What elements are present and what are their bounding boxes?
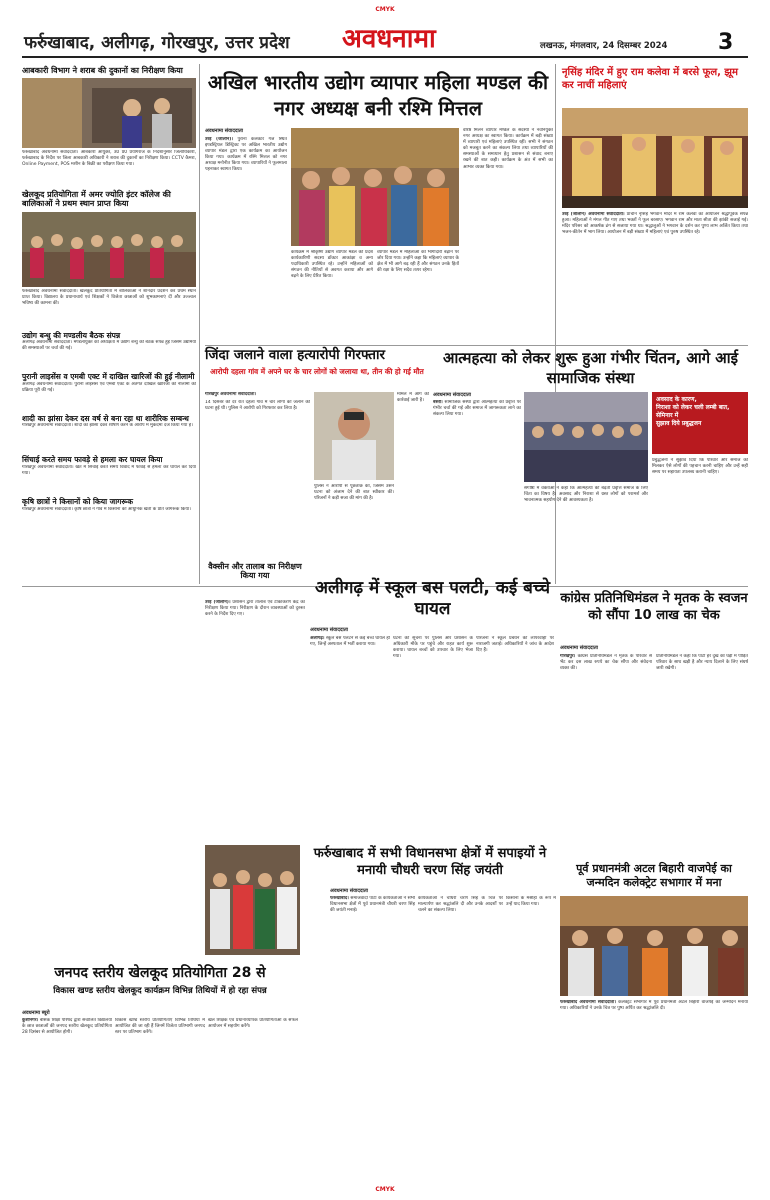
article-headline: कृषि छात्रों ने किसानों को किया जागरूक xyxy=(22,497,133,507)
lead-in: फर्रुखाबाद अवधनामा संवाददाता। xyxy=(560,1000,616,1005)
lead-in: उरई (जालौन)। xyxy=(205,137,234,142)
article-body: प्रबुद्धजनों ने सुझाव दिया कि परिवार और समाज को मिलकर ऐसे लोगों की पहचान करनी चाहिए और उन्हें सही समय पर सहायता उपलब्ध करानी चाहिए। xyxy=(652,458,748,476)
lead-in: उरई (जालौन) अवधनामा संवाददाता। xyxy=(562,212,625,217)
article-body: अलीगढ़ अवधनामा संवाददाता। पुरानी लाइसेंस एवं एमबी एक्ट के अंतर्गत दाखिल खारिजों की नीलामी की प्रक्रिया पूरी की गई। xyxy=(22,381,196,393)
article-body: विकास खण्ड स्तरीय प्रतियोगिताएं विभिन्न तिथियों में आयोजित की जा रही हैं जिनमें विजेता प्रतिभागी जनपद स्तर पर प्रतिभाग करेंगे। xyxy=(115,1018,205,1036)
congress-headline: कांग्रेस प्रतिनिधिमंडल ने मृतक के स्वजन को सौंपा 10 लाख का चेक xyxy=(560,591,748,623)
article-body: पुलिस ने आरोपी से पूछताछ की, जिसमें उसने घटना को अंजाम देने की बात स्वीकार की। परिजनों ने कड़ी सजा की मांग की है। xyxy=(314,484,394,502)
article-headline: पुरानी लाइसेंस व एमबी एक्ट में दाखिल खारिजों की हुई नीलामी xyxy=(22,372,195,382)
article-headline: उद्योग बन्धु की मण्डलीय बैठक संपन्न xyxy=(22,330,121,340)
article-headline: शादी का झांसा देकर दस वर्ष से बना रहा था शारीरिक सम्बन्ध xyxy=(22,413,189,423)
murder-headline: जिंदा जलाने वाला हत्यारोपी गिरफ्तार xyxy=(205,347,385,363)
lead-headline: अखिल भारतीय उद्योग व्यापार महिला मण्डल की नगर अध्यक्ष बनी रश्मि मित्तल xyxy=(207,71,549,120)
photo xyxy=(22,212,196,287)
byline: अवधनामा संवाददाता xyxy=(310,627,348,633)
lead-in: उरई (जालौन)। xyxy=(205,600,231,605)
article-body: व्यापार मंडल में महिलाओं की भागीदारी बढ़ाने पर जोर दिया गया। उन्होंने कहा कि महिलाएं व्यापार के क्षेत्र में भी आगे बढ़ रही हैं और संगठन उनके हितों की रक्षा के लिए सदैव तत्पर रहेगा। xyxy=(377,250,459,274)
article-body: गोरखपुर अवधनामा संवाददाता। कृषि छात्रों ने गांव में किसानों को आधुनिक खेती के प्रति जागरूक किया। xyxy=(22,506,191,512)
farr-body xyxy=(330,896,415,1076)
box-line: अवसाद के कारण, xyxy=(656,396,697,403)
article-headline: खेलकूद प्रतियोगिता में अमर ज्योति इंटर कॉलेज की बालिकाओं ने प्रथम स्थान प्राप्त किया xyxy=(22,190,171,209)
sports-headline: जनपद स्तरीय खेलकूद प्रतियोगिता 28 से xyxy=(54,965,266,981)
article-body: संगोष्ठी में वक्ताओं ने कहा कि आत्महत्या की बढ़ती प्रवृत्ति समाज के लिए चिंता का विषय है। अवसाद और निराशा से ग्रस्त लोगों को परामर्श और भावनात्मक सहयोग देने की आवश्यकता है। xyxy=(524,486,648,504)
atal-body: फर्रुखाबाद अवधनामा संवाददाता। कलेक्ट्रेट सभागार में पूर्व प्रधानमंत्री अटल बिहारी वाजपेई का जन्मदिन मनाया गया। अधिकारियों ने उनके चित्र पर पुष्प अर्पित कर श्रद्धांजलि दी। xyxy=(560,1000,748,1012)
murder-photo xyxy=(314,392,394,480)
article-body: प्रतिनिधिमंडल ने कहा कि पार्टी हर दुख की घड़ी में पीड़ित परिवार के साथ खड़ी है और न्याय दिलाने के लिए संघर्ष जारी रखेगी। xyxy=(656,654,748,672)
school-text: स्कूल बस पलटने से कई बच्चे घायल हो गए, जिन्हें अस्पताल में भर्ती कराया गया। xyxy=(310,636,390,648)
sports-subtitle: विकास खण्ड स्तरीय खेलकूद कार्यक्रम विभिन्न तिथियों में हो रहा संपन्न xyxy=(53,986,267,996)
atal-text: कलेक्ट्रेट सभागार में पूर्व प्रधानमंत्री अटल बिहारी वाजपेई का जन्मदिन मनाया गया। xyxy=(560,1000,748,1012)
sports-text: बेसिक शिक्षा परिषद द्वारा संचालित विद्यालयों के छात्र छात्राओं की जनपद स्तरीय खेलकूद प्रतियोगिता 28 दिसंबर से आयोजित होगी। xyxy=(22,1018,112,1036)
murder-body xyxy=(205,392,310,400)
atal-photo xyxy=(560,896,748,996)
article-body: 14 दिसंबर की देर रात दहला गांव में चार लोगों को जलाने की घटना हुई थी। पुलिस ने आरोपी को गिरफ्तार कर लिया है। xyxy=(205,400,310,412)
cmyk-mark: CMYK xyxy=(375,1186,395,1193)
lead-body: पुराना कलक्टर गंज स्थित इण्डस्ट्रियल डिस्ट्रिक्ट पर अखिल भारतीय उद्योग व्यापार मंडल द्वारा एक कार्यक्रम का आयोजन किया गया। कार्यक्रम में रश्मि मित्तल को नगर अध्यक्ष मनोनीत किया गया। व्यापारियों ने फूलमाला पहनाकर स्वागत किया। xyxy=(205,137,287,173)
farr-text: समाजवादी पार्टी के कार्यकर्ताओं ने सभी विधानसभा क्षेत्रों में पूर्व प्रधानमंत्री चौधरी चरण सिंह की जयंती मनाई। xyxy=(330,896,415,914)
photo-caption: फर्रुखाबाद अवधनामा संवाददाता। आबकारी आयुक्त, उ0 प्र0 प्रयागराज के निर्देशानुसार जिलाधिकारी, फर्रुखाबाद के निर्देश पर जिला आबकारी अधिकारी ने शराब की दुकानों का निरीक्षण किया। CCTV कैमरा, Online Payment, POS मशीन के बिक्री का परीक्षण किया गया। xyxy=(22,150,196,168)
lead-in: अलीगढ़। xyxy=(310,636,325,641)
masthead-dateline: लखनऊ, मंगलवार, 24 दिसम्बर 2024 xyxy=(540,41,668,51)
article-body xyxy=(205,137,287,349)
inspect-headline: वैक्सीन और तालाब का निरीक्षण किया गया xyxy=(208,562,302,581)
box-line: सेमिनार में xyxy=(656,412,679,419)
lead-photo xyxy=(291,128,459,246)
article-body: खेल शिक्षक एवं प्रधानाध्यापक प्रतियोगिताओं के सफल आयोजन में सहयोग करेंगे। xyxy=(208,1018,298,1030)
box-line: निराशा को लेकर चली लम्बी बात, xyxy=(656,404,730,411)
article-headline: सिंचाई करते समय फावड़े से हमला कर घायल किया xyxy=(22,455,163,465)
lead-in: फर्रुखाबाद। xyxy=(330,896,349,901)
atal-headline: पूर्व प्रधानमंत्री अटल बिहारी वाजपेई का जन्मदिन कलेक्ट्रेट सभागार में मना xyxy=(576,862,732,889)
lead-in: बस्ती। xyxy=(433,400,443,405)
logo-text: अवधनामा xyxy=(342,24,436,54)
page-number: 3 xyxy=(718,30,734,55)
article-body: अलीगढ़ अवधनामा संवाददाता। मण्डलायुक्त की अध्यक्षता में उद्योग बन्धु की बैठक संपन्न हुई जिसमें उद्यमियों की समस्याओं पर चर्चा की गई। xyxy=(22,340,196,352)
lead-in: गोरखपुर अवधनामा संवाददाता। xyxy=(205,392,257,397)
cmyk-mark: CMYK xyxy=(375,6,395,13)
school-body xyxy=(310,636,390,826)
photo xyxy=(22,78,196,148)
suicide-body xyxy=(433,400,521,560)
masthead-logo xyxy=(342,20,492,58)
congress-text: कांग्रेस प्रतिनिधिमंडल ने मृतक के परिवार से भेंट कर दस लाख रुपये का चेक सौंपा और संवेदना व्यक्त की। xyxy=(560,654,652,672)
article-body: किसानों के मसीहा के रूप में उन्हें याद किया गया। xyxy=(506,896,556,908)
byline: अवधनामा संवाददाता xyxy=(205,128,243,134)
byline: अवधनामा ब्यूरो xyxy=(22,1010,50,1016)
article-body: गोरखपुर अवधनामा संवाददाता। खेत में सिंचाई करते समय विवाद में फावड़े से हमला कर घायल कर दिया गया। xyxy=(22,465,196,477)
article-body: उरई (जालौन)। प्रशासन द्वारा तालाब एवं टीकाकरण केंद्र का निरीक्षण किया गया। निरीक्षण के दौरान व्यवस्थाओं को दुरुस्त करने के निर्देश दिए गए। xyxy=(205,600,305,618)
article-headline: आबकारी विभाग ने शराब की दुकानों का निरीक्षण किया xyxy=(22,66,183,75)
masthead-cities: फर्रुखाबाद, अलीगढ़, गोरखपुर, उत्तर प्रदेश xyxy=(24,33,290,53)
congress-body xyxy=(560,654,652,826)
lead-in: कुशीनगर। xyxy=(22,1018,39,1023)
left-column xyxy=(22,66,196,586)
article-body: फर्रुखाबाद अवधनामा संवाददाता। खेलकूद प्रतियोगिता में बालिकाओं ने शानदार प्रदर्शन कर प्रथम स्थान प्राप्त किया। विद्यालय के प्रधानाचार्य एवं शिक्षकों ने विजेता छात्राओं को शुभकामनाएं दीं और उज्ज्वल भविष्य की कामना की। xyxy=(22,288,196,306)
temple-headline: नृसिंह मंदिर में हुए राम कलेवा में बरसे फूल, झूम कर नाचीं महिलाएं xyxy=(562,67,738,91)
article-body: मामले में आगे की कार्रवाई जारी है। xyxy=(397,392,429,404)
farr-headline: फर्रुखाबाद में सभी विधानसभा क्षेत्रों में सपाइयों ने मनायी चौधरी चरण सिंह जयंती xyxy=(313,846,547,878)
article-body: वरिष्ठ मिलन व्यापार मण्डल के सदस्यों ने नवनियुक्त नगर अध्यक्ष का स्वागत किया। कार्यक्रम में बड़ी संख्या में व्यापारी एवं महिलाएं उपस्थित रहीं। सभी ने संगठन को मजबूत करने का संकल्प लिया तथा व्यापारियों की समस्याओं के समाधान हेतु प्रशासन से संवाद बनाए रखने की बात कही। कार्यक्रम के अंत में सभी का आभार व्यक्त किया गया। xyxy=(463,128,553,170)
article-body: परिजनों ने स्कूल प्रबंधन की लापरवाही पर नाराजगी जताई। अधिकारियों ने जांच के आदेश दिए हैं। xyxy=(476,636,554,654)
box-line: सुझाव दिये प्रबुद्धजन xyxy=(656,420,702,427)
article-body: गोरखपुर अवधनामा संवाददाता। शादी का झांसा देकर शोषण करने के आरोप में मुकदमा दर्ज किया गया है। xyxy=(22,423,193,429)
article-body: घटना की सूचना पर पुलिस और प्रशासन के अधिकारी मौके पर पहुंचे और राहत कार्य शुरू कराया। घायल बच्चों को उपचार के लिए भेजा गया। xyxy=(393,636,473,660)
temple-text: प्राचीन नृसिंह भगवान मंदिर में राम कलेवा का आयोजन श्रद्धापूर्वक संपन्न हुआ। महिलाओं ने मंगल गीत गाए तथा भक्तों ने फूल बरसाए। भगवान राम और माता सीता की झांकी सजाई गई। xyxy=(562,212,748,224)
murder-subtitle: आरोपी दहला गांव में अपने घर के चार लोगों को जलाया था, तीन की हो गई मौत xyxy=(210,367,424,376)
school-headline: अलीगढ़ में स्कूल बस पलटी, कई बच्चे घायल xyxy=(314,578,551,619)
suicide-photo xyxy=(524,392,648,482)
temple-photo xyxy=(562,108,748,208)
inspect-text: प्रशासन द्वारा तालाब एवं टीकाकरण केंद्र का निरीक्षण किया गया। xyxy=(205,600,305,612)
byline: अवधनामा संवाददाता xyxy=(330,888,368,894)
suicide-box xyxy=(652,392,748,454)
byline: अवधनामा संवाददाता xyxy=(433,392,471,398)
farr-photo xyxy=(205,845,300,955)
article-body: कार्यकर्ताओं ने चौधरी चरण सिंह के चित्र पर माल्यार्पण कर श्रद्धांजलि दी और उनके आदर्शों पर चलने का संकल्प लिया। xyxy=(418,896,503,914)
sports-body xyxy=(22,1018,112,1178)
lead-column-1 xyxy=(205,128,287,349)
article-body: कार्यक्रम में श्रीकृष्ण उद्योग व्यापार मंडल की प्रदेश कार्यकारिणी सदस्य डॉक्टर आकांक्षा व अन्य पदाधिकारी उपस्थित रहे। उन्होंने महिलाओं को संगठन की नीतियों से अवगत कराया और आगे बढ़ने के लिए प्रेरित किया। xyxy=(291,250,373,280)
temple-body: उरई (जालौन) अवधनामा संवाददाता। प्राचीन नृसिंह भगवान मंदिर में राम कलेवा का आयोजन श्रद्धापूर्वक संपन्न हुआ। महिलाओं ने मंगल गीत गाए तथा भक्तों ने फूल बरसाए। भगवान राम और माता सीता की झांकी सजाई गई। मंदिर परिसर को आकर्षक ढंग से सजाया गया था। श्रद्धालुओं ने भगवान के दर्शन कर पुण्य लाभ अर्जित किया तथा भजन-कीर्तन में भाग लिया। आयोजन में बड़ी संख्या में महिलाएं एवं पुरुष उपस्थित रहे। xyxy=(562,212,748,236)
lead-in: गोरखपुर। xyxy=(560,654,576,659)
byline: अवधनामा संवाददाता xyxy=(560,645,598,651)
suicide-text: सामाजिक संस्था द्वारा आत्महत्या की प्रवृत्ति पर गंभीर चर्चा की गई और समाज में जागरूकता लाने का संकल्प लिया गया। xyxy=(433,400,521,418)
suicide-headline: आत्महत्या को लेकर शुरू हुआ गंभीर चिंतन, आगे आई सामाजिक संस्था xyxy=(442,349,739,387)
